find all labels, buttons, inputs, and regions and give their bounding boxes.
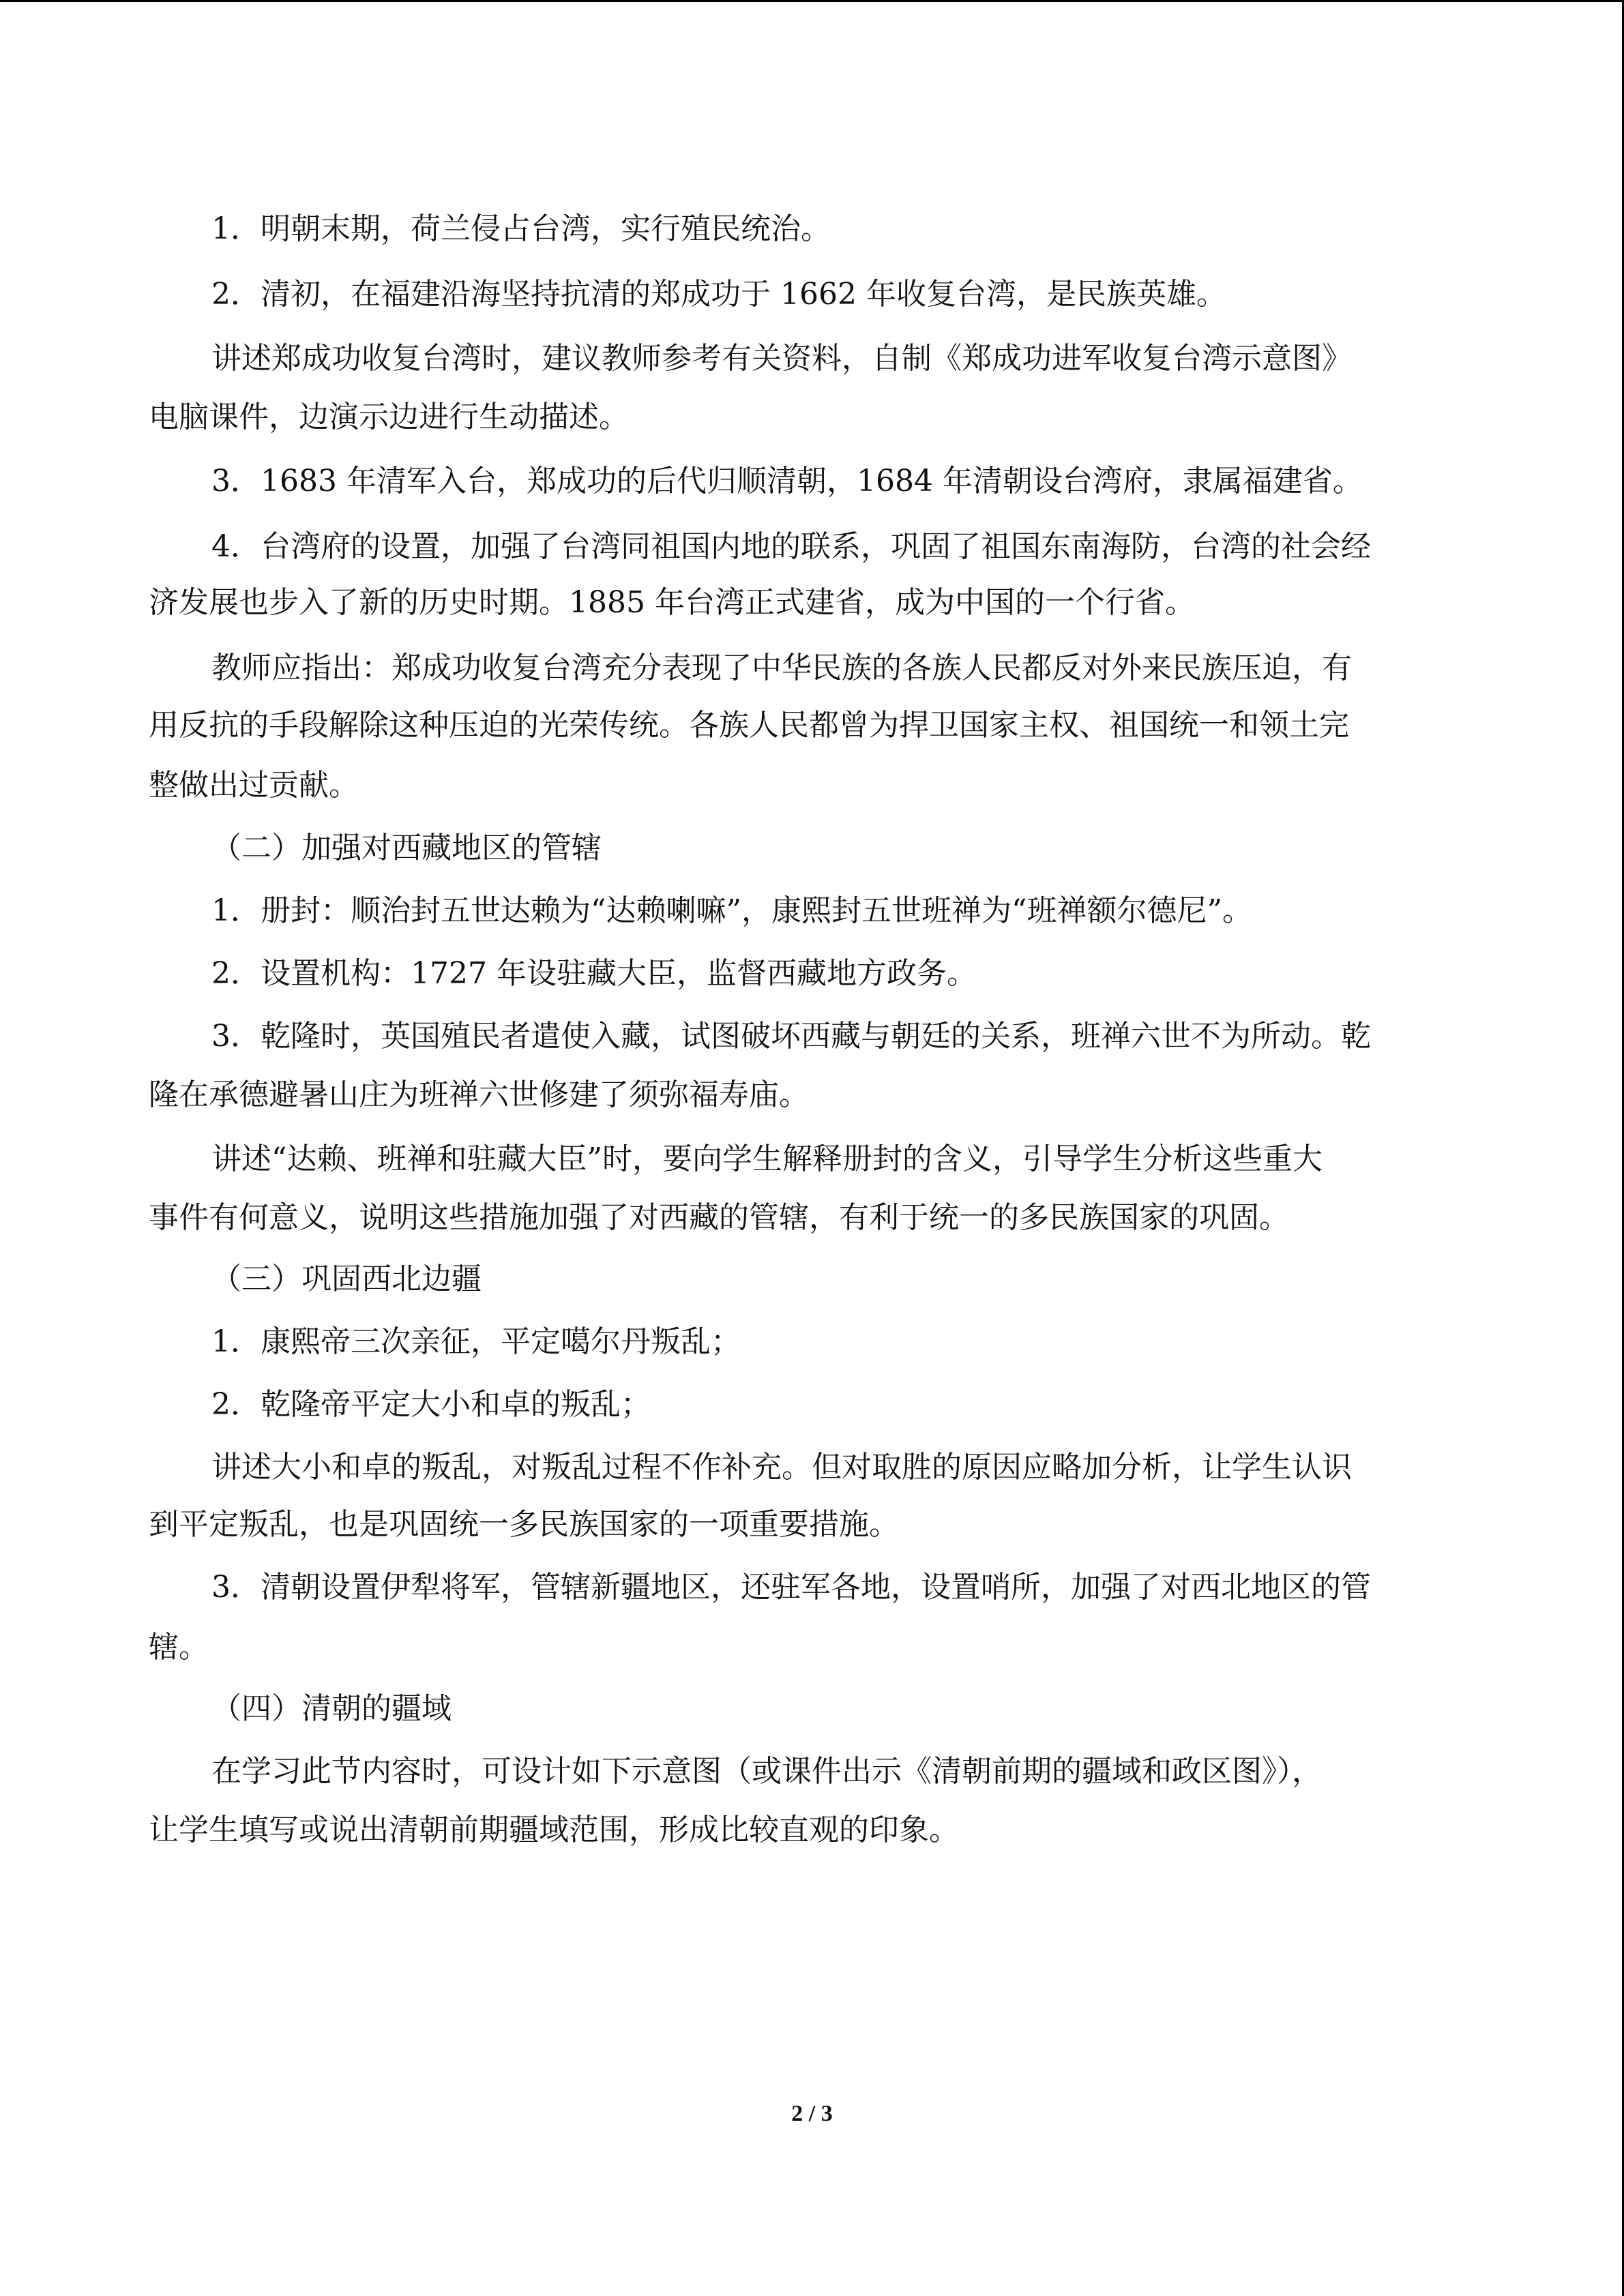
paragraph-line: 整做出过贡献。 — [149, 768, 359, 803]
paragraph-line: 4．台湾府的设置，加强了台湾同祖国内地的联系，巩固了祖国东南海防，台湾的社会经 — [211, 529, 1371, 564]
paragraph-line: 1．明朝末期，荷兰侵占台湾，实行殖民统治。 — [211, 211, 831, 246]
paragraph-line: 1．册封：顺治封五世达赖为“达赖喇嘛”，康熙封五世班禅为“班禅额尔德尼”。 — [211, 893, 1252, 928]
paragraph-line: 2．清初，在福建沿海坚持抗清的郑成功于 1662 年收复台湾，是民族英雄。 — [211, 277, 1226, 312]
paragraph-line: 辖。 — [149, 1630, 209, 1665]
paragraph-line: 讲述“达赖、班禅和驻藏大臣”时，要向学生解释册封的含义，引导学生分析这些重大 — [211, 1142, 1323, 1176]
paragraph-line: 2．乾隆帝平定大小和卓的叛乱； — [211, 1387, 651, 1422]
section-heading: （二）加强对西藏地区的管辖 — [211, 831, 602, 865]
paragraph-line: 讲述郑成功收复台湾时，建议教师参考有关资料，自制《郑成功进军收复台湾示意图》 — [211, 341, 1352, 376]
paragraph-line: 让学生填写或说出清朝前期疆域范围，形成比较直观的印象。 — [149, 1813, 959, 1847]
paragraph-line: 隆在承德避暑山庄为班禅六世修建了须弥福寿庙。 — [149, 1077, 809, 1112]
paragraph-line: 教师应指出：郑成功收复台湾充分表现了中华民族的各族人民都反对外来民族压迫，有 — [211, 651, 1352, 685]
paragraph-line: 2．设置机构：1727 年设驻藏大臣，监督西藏地方政务。 — [211, 956, 977, 991]
top-border-line — [0, 0, 1624, 2]
section-heading: （四）清朝的疆域 — [211, 1691, 452, 1726]
paragraph-line: 讲述大小和卓的叛乱，对叛乱过程不作补充。但对取胜的原因应略加分析，让学生认识 — [211, 1450, 1352, 1485]
paragraph-line: 3．1683 年清军入台，郑成功的后代归顺清朝，1684 年清朝设台湾府，隶属福建省。 — [211, 464, 1363, 498]
paragraph-line: 电脑课件，边演示边进行生动描述。 — [149, 400, 629, 434]
paragraph-line: 用反抗的手段解除这种压迫的光荣传统。各族人民都曾为捍卫国家主权、祖国统一和领土完 — [149, 708, 1349, 743]
page-number: 2 / 3 — [791, 2101, 833, 2126]
paragraph-line: 3．乾隆时，英国殖民者遣使入藏，试图破坏西藏与朝廷的关系，班禅六世不为所动。乾 — [211, 1019, 1371, 1054]
paragraph-line: 在学习此节内容时，可设计如下示意图（或课件出示《清朝前期的疆域和政区图》）， — [211, 1754, 1322, 1789]
paragraph-line: 3．清朝设置伊犁将军，管辖新疆地区，还驻军各地，设置哨所，加强了对西北地区的管 — [211, 1570, 1371, 1605]
paragraph-line: 济发展也步入了新的历史时期。1885 年台湾正式建省，成为中国的一个行省。 — [149, 585, 1195, 620]
paragraph-line: 事件有何意义，说明这些措施加强了对西藏的管辖，有利于统一的多民族国家的巩固。 — [149, 1200, 1289, 1235]
section-heading: （三）巩固西北边疆 — [211, 1262, 482, 1296]
paragraph-line: 到平定叛乱，也是巩固统一多民族国家的一项重要措施。 — [149, 1507, 899, 1542]
paragraph-line: 1．康熙帝三次亲征，平定噶尔丹叛乱； — [211, 1324, 741, 1359]
